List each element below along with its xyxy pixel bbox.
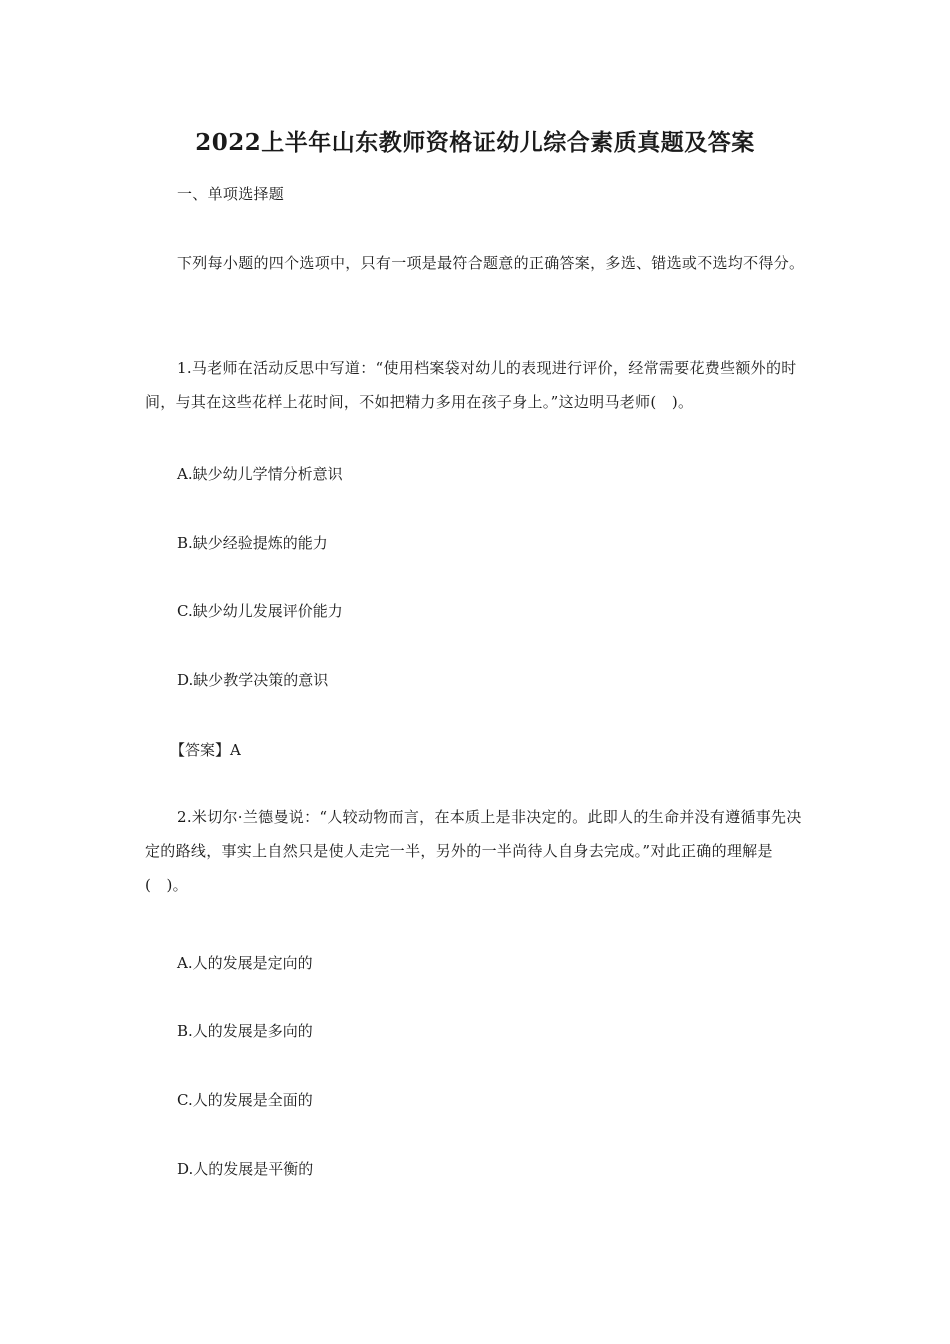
question-2-option-d: D.人的发展是平衡的 [177, 1160, 314, 1178]
question-1-option-d: D.缺少教学决策的意识 [177, 671, 329, 689]
document-title: 2022上半年山东教师资格证幼儿综合素质真题及答案 [195, 129, 755, 156]
section-heading: 一、单项选择题 [177, 185, 285, 203]
question-1-stem: 1.马老师在活动反思中写道：“使用档案袋对幼儿的表现进行评价，经常需要花费些额外的时间，与其在这些花样上花时间，不如把精力多用在孩子身上。”这边明马老师( )。 [145, 359, 797, 411]
question-2-option-a: A.人的发展是定向的 [177, 954, 313, 972]
question-2-option-b: B.人的发展是多向的 [177, 1022, 313, 1040]
question-2-option-c: C.人的发展是全面的 [177, 1091, 313, 1109]
question-1-option-c: C.缺少幼儿发展评价能力 [177, 602, 343, 620]
instructions-paragraph: 下列每小题的四个选项中，只有一项是最符合题意的正确答案，多选、错选或不选均不得分。 [177, 254, 805, 272]
question-1-option-a: A.缺少幼儿学情分析意识 [177, 465, 343, 483]
question-2-stem: 2.米切尔·兰德曼说：“人较动物而言，在本质上是非决定的。此即人的生命并没有遵循事先决定的路线，事实上自然只是使人走完一半，另外的一半尚待人自身去完成。”对此正确的理解是( )。 [145, 808, 802, 894]
question-1-answer: 【答案】A [170, 741, 241, 759]
question-1-option-b: B.缺少经验提炼的能力 [177, 534, 328, 552]
